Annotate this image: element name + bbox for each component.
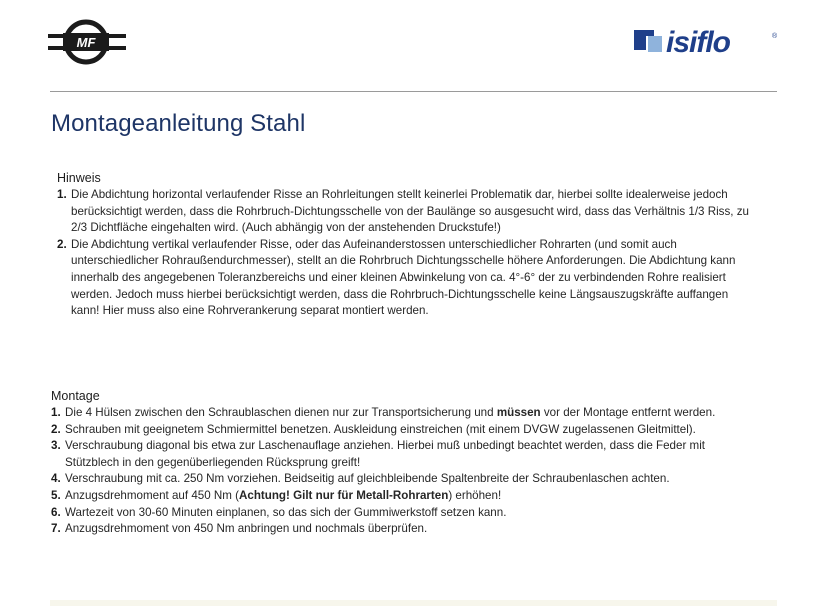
step-number: 1. (51, 406, 61, 419)
montage-step (51, 505, 741, 522)
mf-logo (48, 16, 126, 68)
step-number: 2. (51, 422, 61, 436)
hinweis-heading: Hinweis (57, 171, 101, 185)
step-text: Die 4 Hülsen zwischen den Schraublaschen dienen nur zur Transportsicherung und (65, 406, 497, 419)
isiflo-logo-text: isiflo (666, 26, 731, 58)
item-number: 2. (57, 237, 67, 251)
step-number: 3. (51, 439, 61, 453)
hinweis-item (57, 187, 757, 237)
step-text: Verschraubung mit ca. 250 Nm vorziehen. Beidseitig auf gleichbleibende Spaltenbreite der Schraubenlaschen achten. (65, 472, 670, 486)
step-text: Anzugsdrehmoment von 450 Nm anbringen und nochmals überprüfen. (65, 522, 428, 536)
hinweis-section (57, 170, 757, 320)
mf-logo-text: MF (76, 35, 96, 50)
item-text: Die Abdichtung horizontal verlaufender Risse an Rohrleitungen stellt keinerlei Problematik dar, hierbei sollte idealerweise jedoch berücksichtigt werden, dass die Rohrbruch-Dichtungsschelle von der Baulänge so ausgesucht wird, dass das Verhältnis 1/3 Riss, zu 2/3 Dichtfläche eingehalten wird. (Auch abhängig von der anstehenden Druckstufe!) (71, 188, 749, 235)
montage-step (51, 438, 741, 471)
step-emphasis: müssen (496, 406, 541, 419)
step-text: Schrauben mit geeignetem Schmiermittel benetzen. Auskleidung einstreichen (mit einem DVGW zugelassenen Gleitmittel). (65, 422, 696, 436)
step-number: 7. (51, 522, 61, 536)
hinweis-list (57, 187, 757, 320)
montage-step (51, 405, 741, 422)
header-divider (50, 91, 777, 92)
item-text: Die Abdichtung vertikal verlaufender Risse, oder das Aufeinanderstossen unterschiedlicher Rohrarten (und somit auch unterschiedlicher Rohraußendurchmesser), stellt an die Rohrbruch Dichtungsschelle höhere Anforderungen. Die Abdichtung kann innerhalb des angegebenen Toleranzbereichs und einer kleinen Abwinkelung von ca. 4°-6° der zu verbindenden Rohre realisiert werden. Jedoch muss hierbei berücksichtigt werden, dass die Rohrbruch-Dichtungsschelle keine Längsauszugskräfte auffangen kann! Hier muss also eine Rohrverankerung separat montiert werden. (71, 237, 736, 318)
step-text: Verschraubung diagonal bis etwa zur Laschenauflage anziehen. Hierbei muß unbedingt beachtet werden, dass die Feder mit Stützblech in den gegenüberliegenden Rücksprung greift! (65, 439, 705, 469)
step-text-end: ) erhöhen! (448, 488, 502, 502)
montage-step (51, 521, 741, 538)
step-text: Wartezeit von 30-60 Minuten einplanen, so das sich der Gummiwerkstoff setzen kann. (65, 505, 507, 519)
step-number: 5. (51, 488, 61, 502)
bottom-strip (50, 600, 777, 606)
montage-section (51, 388, 741, 538)
montage-step (51, 488, 741, 505)
item-number: 1. (57, 188, 67, 201)
page-title: Montageanleitung Stahl (51, 110, 306, 137)
step-number: 6. (51, 505, 61, 519)
step-text: Anzugsdrehmoment auf 450 Nm ( (65, 488, 239, 502)
montage-step (51, 422, 741, 439)
montage-step (51, 471, 741, 488)
montage-heading: Montage (51, 389, 100, 403)
step-emphasis: Achtung! Gilt nur für Metall-Rohrarten (239, 488, 449, 502)
step-text-end: vor der Montage entfernt werden. (540, 406, 716, 419)
step-number: 4. (51, 472, 61, 486)
registered-mark: ® (772, 33, 778, 40)
isiflo-logo (632, 22, 780, 58)
montage-list (51, 405, 741, 538)
hinweis-item (57, 237, 757, 320)
